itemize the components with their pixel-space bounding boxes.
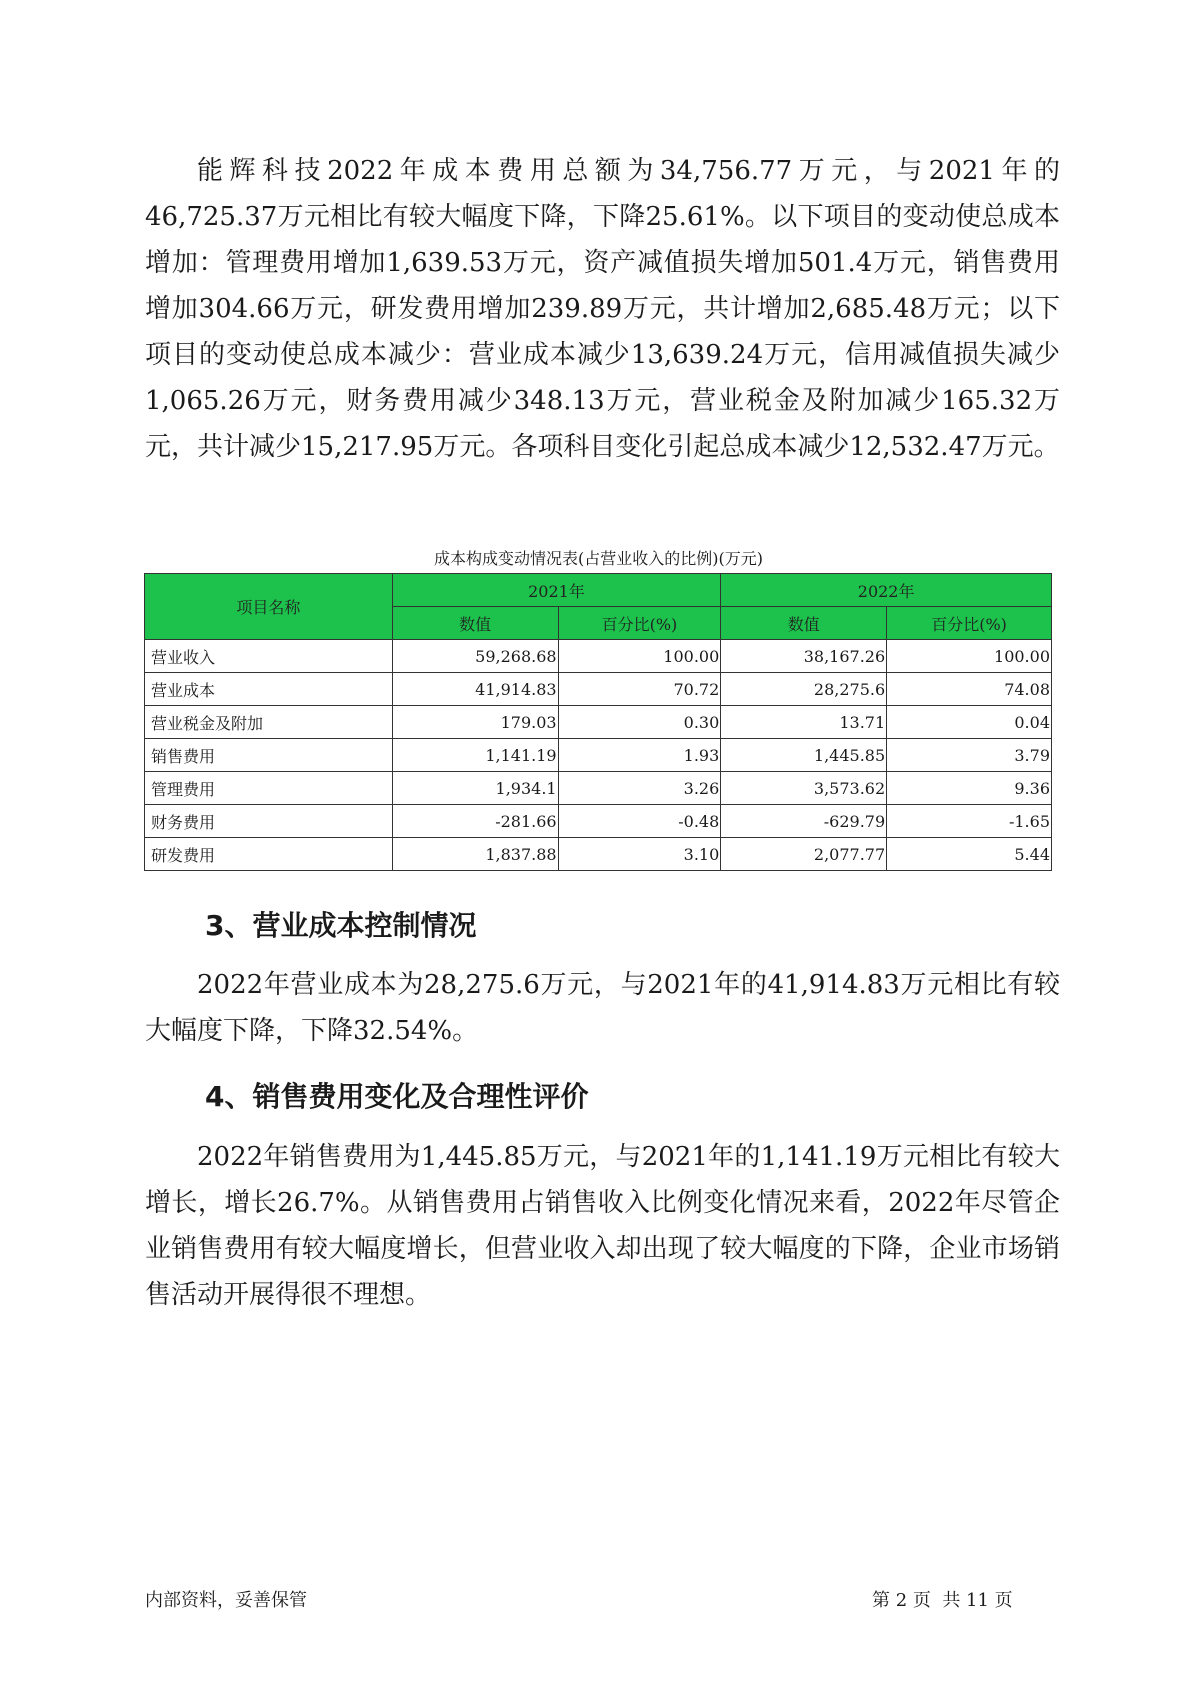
- table-row: [145, 640, 1052, 673]
- percent-2022: -1.65: [887, 805, 1052, 838]
- header-year-2022: 2022年: [721, 574, 1052, 607]
- percent-2021: 70.72: [558, 673, 721, 706]
- row-name: 研发费用: [145, 838, 393, 871]
- percent-2021: 0.30: [558, 706, 721, 739]
- row-name: 财务费用: [145, 805, 393, 838]
- paragraph-cost-overview: 能辉科技2022年成本费用总额为34,756.77万元，与2021年的46,725.37万元相比有较大幅度下降，下降25.61%。以下项目的变动使总成本增加：管理费用增加1,639.53万元，资产减值损失增加501.4万元，销售费用增加304.66万元，研发费用增加239.89万元，共计增加2,685.48万元；以下项目的变动使总成本减少：营业成本减少13,639.24万元，信用减值损失减少1,065.26万元，财务费用减少348.13万元，营业税金及附加减少165.32万元，共计减少15,217.95万元。各项科目变化引起总成本减少12,532.47万元。: [145, 156, 1060, 462]
- percent-2021: 3.26: [558, 772, 721, 805]
- value-2021: 1,141.19: [392, 739, 558, 772]
- paragraph-operating-cost: 2022年营业成本为28,275.6万元，与2021年的41,914.83万元相比有较大幅度下降，下降32.54%。: [145, 970, 1060, 1046]
- value-2022: 13.71: [721, 706, 887, 739]
- percent-2022: 3.79: [887, 739, 1052, 772]
- footer-confidential-note: 内部资料，妥善保管: [145, 1590, 307, 1611]
- table-row: [145, 772, 1052, 805]
- header-value-2022: 数值: [721, 607, 887, 640]
- footer-page-number: 第 2 页 共 11 页: [872, 1590, 1013, 1611]
- percent-2021: 1.93: [558, 739, 721, 772]
- percent-2022: 0.04: [887, 706, 1052, 739]
- value-2022: 1,445.85: [721, 739, 887, 772]
- header-value-2021: 数值: [392, 607, 558, 640]
- table-row: [145, 673, 1052, 706]
- value-2021: -281.66: [392, 805, 558, 838]
- percent-2021: 100.00: [558, 640, 721, 673]
- table-row: [145, 838, 1052, 871]
- cost-structure-table: [144, 573, 1052, 871]
- header-percent-2021: 百分比(%): [558, 607, 721, 640]
- value-2022: -629.79: [721, 805, 887, 838]
- percent-2022: 9.36: [887, 772, 1052, 805]
- table-row: [145, 706, 1052, 739]
- paragraph-sales-expense: 2022年销售费用为1,445.85万元，与2021年的1,141.19万元相比有较大增长，增长26.7%。从销售费用占销售收入比例变化情况来看，2022年尽管企业销售费用有较大幅度增长，但营业收入却出现了较大幅度的下降，企业市场销售活动开展得很不理想。: [145, 1142, 1060, 1310]
- percent-2022: 100.00: [887, 640, 1052, 673]
- percent-2021: -0.48: [558, 805, 721, 838]
- header-percent-2022: 百分比(%): [887, 607, 1052, 640]
- section-heading-operating-cost: 3、营业成本控制情况: [205, 909, 477, 942]
- table-row: [145, 739, 1052, 772]
- value-2022: 2,077.77: [721, 838, 887, 871]
- value-2021: 59,268.68: [392, 640, 558, 673]
- row-name: 营业成本: [145, 673, 393, 706]
- row-name: 营业收入: [145, 640, 393, 673]
- row-name: 管理费用: [145, 772, 393, 805]
- value-2022: 38,167.26: [721, 640, 887, 673]
- row-name: 销售费用: [145, 739, 393, 772]
- value-2021: 1,934.1: [392, 772, 558, 805]
- percent-2021: 3.10: [558, 838, 721, 871]
- value-2022: 28,275.6: [721, 673, 887, 706]
- table-row: [145, 805, 1052, 838]
- value-2022: 3,573.62: [721, 772, 887, 805]
- table-caption: 成本构成变动情况表(占营业收入的比例)(万元): [434, 549, 763, 568]
- percent-2022: 5.44: [887, 838, 1052, 871]
- value-2021: 179.03: [392, 706, 558, 739]
- value-2021: 41,914.83: [392, 673, 558, 706]
- row-name: 营业税金及附加: [145, 706, 393, 739]
- percent-2022: 74.08: [887, 673, 1052, 706]
- section-heading-sales-expense: 4、销售费用变化及合理性评价: [205, 1080, 589, 1113]
- header-item-name: 项目名称: [145, 574, 393, 640]
- value-2021: 1,837.88: [392, 838, 558, 871]
- header-year-2021: 2021年: [392, 574, 721, 607]
